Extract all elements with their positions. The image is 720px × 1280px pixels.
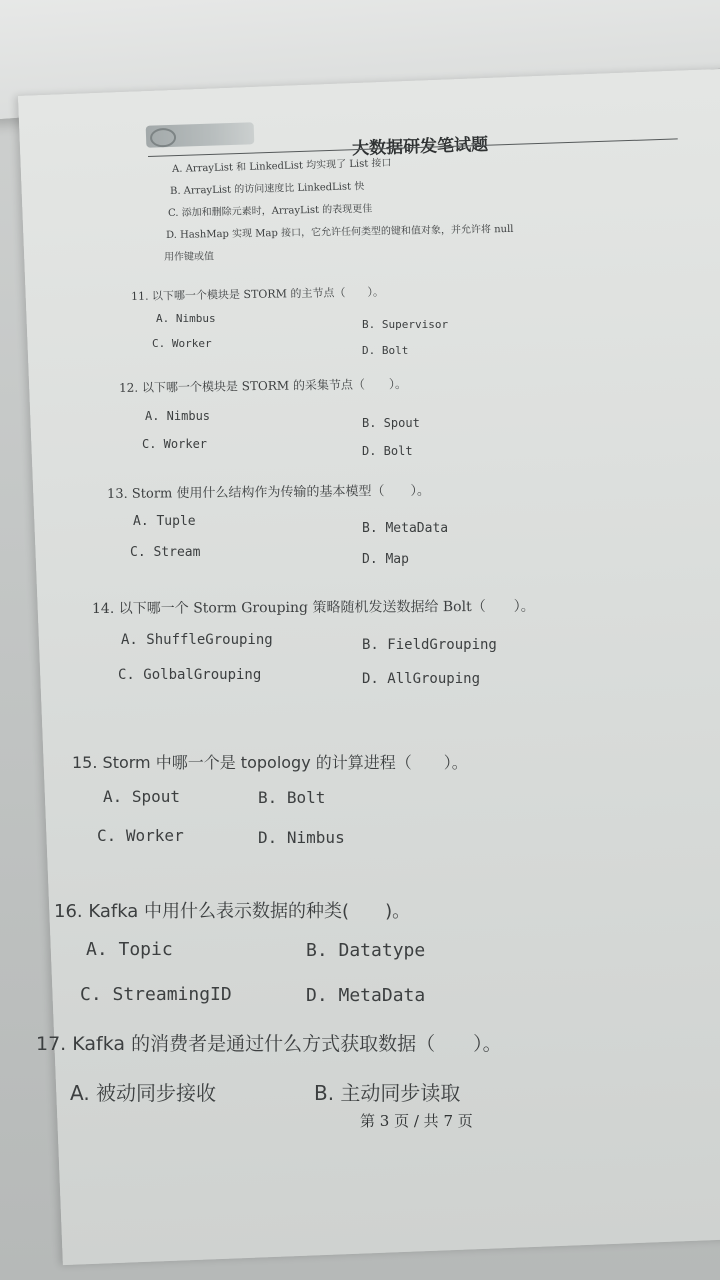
- q13-option-a: A. Tuple: [133, 514, 196, 529]
- q15-option-b: B. Bolt: [258, 788, 326, 807]
- q13-option-b: B. MetaData: [362, 521, 449, 536]
- question-16: 16. Kafka 中用什么表示数据的种类( )。: [54, 901, 411, 922]
- q13-option-c: C. Stream: [130, 545, 201, 560]
- question-15: 15. Storm 中哪一个是 topology 的计算进程（ ）。: [72, 753, 468, 772]
- prev-option-b: B. ArrayList 的访问速度比 LinkedList 快: [169, 181, 365, 197]
- question-14: 14. 以下哪一个 Storm Grouping 策略随机发送数据给 Bolt（ ）。: [91, 598, 535, 617]
- prev-option-d: D. HashMap 实现 Map 接口，它允许任何类型的键和值对象，并允许将 null: [165, 223, 514, 241]
- q14-option-a: A. ShuffleGrouping: [121, 632, 273, 648]
- question-12: 12. 以下哪一个模块是 STORM 的采集节点（ ）。: [118, 376, 407, 395]
- question-17: 17. Kafka 的消费者是通过什么方式获取数据（ ）。: [36, 1033, 502, 1055]
- question-11: 11. 以下哪一个模块是 STORM 的主节点（ ）。: [130, 285, 385, 303]
- question-13: 13. Storm 使用什么结构作为传输的基本模型（ ）。: [106, 483, 431, 502]
- page-title: 大数据研发笔试题: [351, 134, 489, 160]
- q16-option-c: C. StreamingID: [80, 984, 232, 1005]
- logo-icon: [150, 128, 177, 148]
- q16-option-d: D. MetaData: [306, 985, 426, 1006]
- q11-option-d: D. Bolt: [362, 344, 409, 357]
- page-number: 第 3 页 / 共 7 页: [360, 1112, 473, 1130]
- q13-option-d: D. Map: [362, 552, 409, 567]
- company-logo: [146, 122, 255, 147]
- prev-option-d-cont: 用作键或值: [163, 251, 215, 263]
- prev-option-c: C. 添加和删除元素时，ArrayList 的表现更佳: [167, 203, 373, 219]
- prev-option-a: A. ArrayList 和 LinkedList 均实现了 List 接口: [171, 157, 392, 175]
- q14-option-b: B. FieldGrouping: [362, 637, 497, 653]
- q12-option-c: C. Worker: [142, 437, 208, 451]
- q11-option-c: C. Worker: [152, 337, 212, 350]
- q15-option-c: C. Worker: [97, 826, 184, 845]
- q16-option-a: A. Topic: [86, 939, 173, 960]
- q11-option-a: A. Nimbus: [156, 312, 216, 325]
- q14-option-c: C. GolbalGrouping: [118, 667, 262, 683]
- q12-option-b: B. Spout: [362, 416, 420, 430]
- q15-option-a: A. Spout: [103, 787, 181, 806]
- q17-option-b: B. 主动同步读取: [314, 1081, 461, 1105]
- q12-option-a: A. Nimbus: [145, 409, 211, 423]
- q14-option-d: D. AllGrouping: [362, 671, 481, 687]
- q12-option-d: D. Bolt: [362, 444, 413, 458]
- q15-option-d: D. Nimbus: [258, 828, 345, 847]
- q17-option-a: A. 被动同步接收: [70, 1081, 217, 1105]
- q11-option-b: B. Supervisor: [362, 318, 449, 331]
- q16-option-b: B. Datatype: [306, 940, 426, 961]
